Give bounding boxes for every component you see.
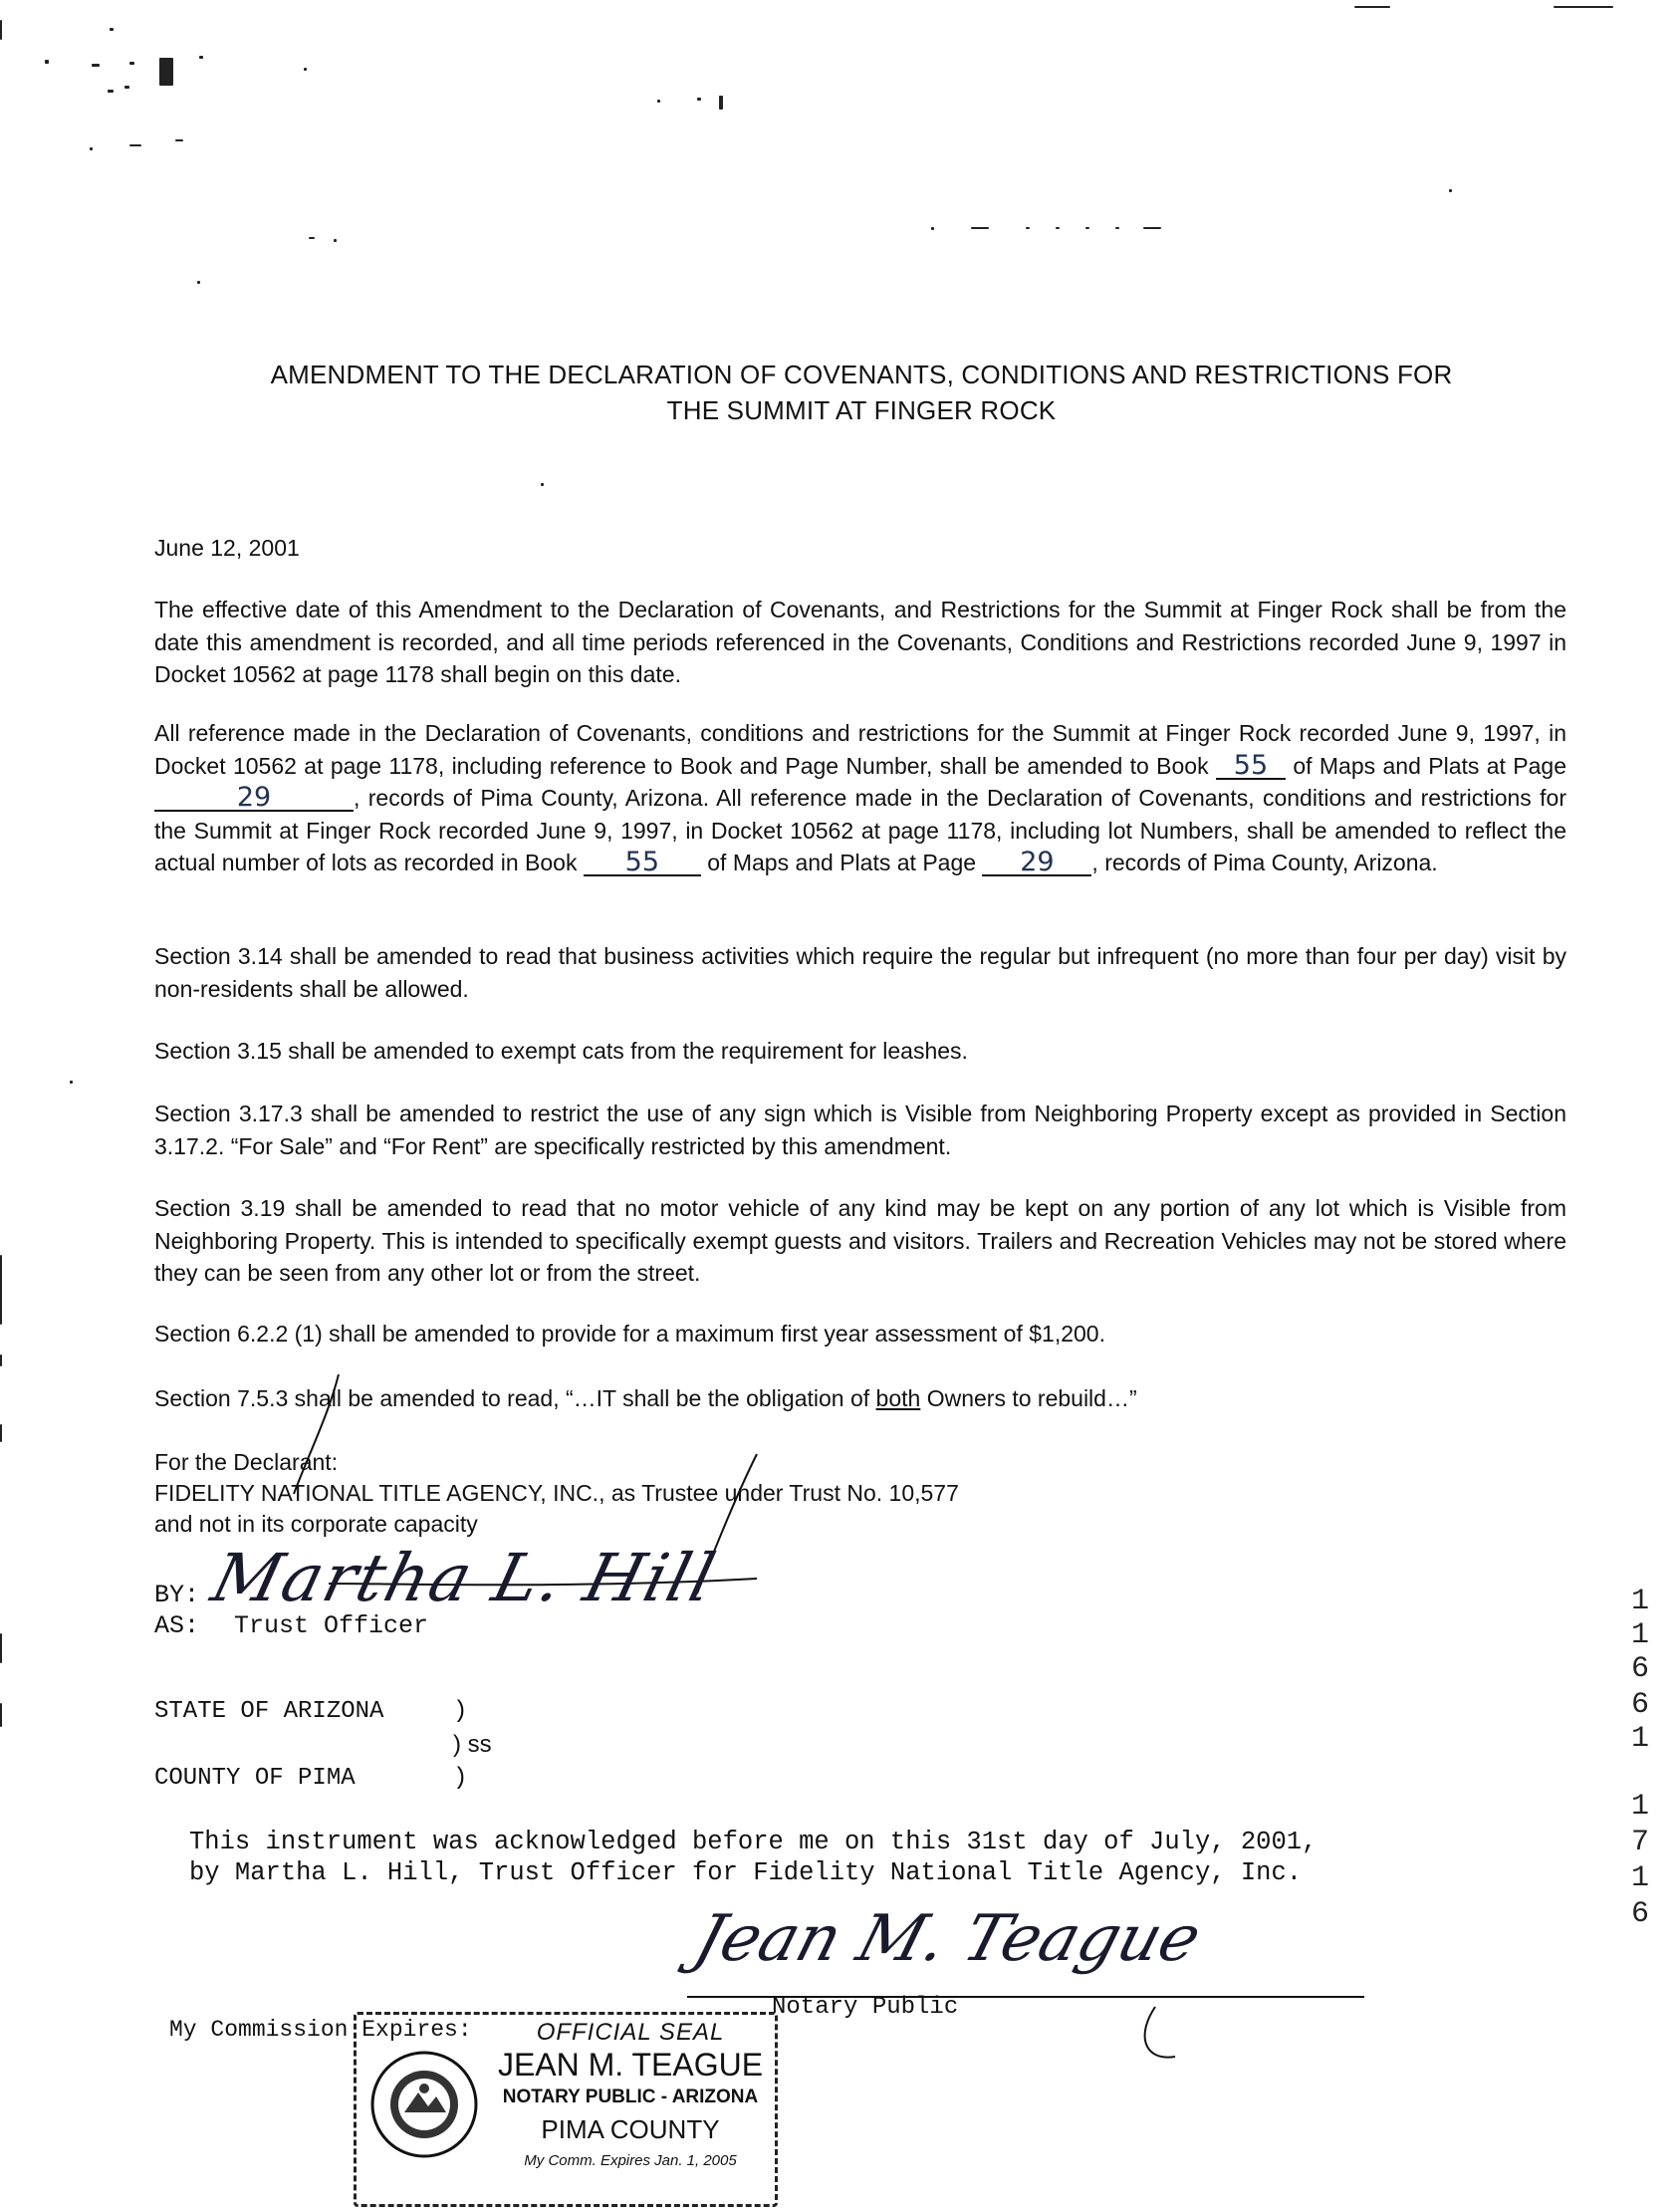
reference-text-2: of Maps and Plats at Page	[1293, 752, 1567, 779]
venue-ss: ) ss	[453, 1731, 492, 1758]
reference-text-5: , records of Pima County, Arizona.	[1091, 850, 1438, 875]
section-3-14: Section 3.14 shall be amended to read that business activities which require the regular but infrequent (no more than four per day) visit by non-residents shall be allowed.	[154, 943, 1566, 1002]
margin-digit: 1	[1630, 1790, 1649, 1824]
section-6-2-2: Section 6.2.2 (1) shall be amended to provide for a maximum first year assessment of $1,200.	[154, 1321, 1105, 1347]
margin-digit: 1	[1630, 1618, 1649, 1652]
acknowledgment-line-2: by Martha L. Hill, Trust Officer for Fidelity National Title Agency, Inc.	[189, 1858, 1303, 1887]
as-value: Trust Officer	[234, 1611, 429, 1640]
notary-signature: Jean M. Teague	[686, 1902, 1209, 1976]
title-line-1: AMENDMENT TO THE DECLARATION OF COVENANTS, CONDITIONS AND RESTRICTIONS FOR	[270, 360, 1453, 389]
declarant-label: For the Declarant:	[154, 1449, 339, 1475]
section-3-17-3: Section 3.17.3 shall be amended to restrict the use of any sign which is Visible from Neighboring Property except as provided in Section 3.17.2. “For Sale” and “For Rent” are specifically restricted by this amendment.	[154, 1101, 1566, 1159]
page-number-fill-1: 29	[154, 786, 354, 812]
notary-title: Notary Public	[772, 1994, 959, 2021]
seal-county: PIMA COUNTY	[541, 2114, 720, 2144]
by-label: BY:	[154, 1581, 200, 1609]
seal-header: OFFICIAL SEAL	[536, 2019, 725, 2046]
page-number-fill-2: 29	[982, 851, 1091, 876]
reference-paragraph	[154, 717, 1566, 879]
venue-paren-1: )	[453, 1698, 468, 1725]
margin-digit: 1	[1630, 1585, 1649, 1618]
declarant-company: FIDELITY NATIONAL TITLE AGENCY, INC., as Trustee under Trust No. 10,577	[154, 1480, 959, 1506]
margin-digit: 6	[1630, 1652, 1649, 1686]
acknowledgment-line-1: This instrument was acknowledged before me on this 31st day of July, 2001,	[189, 1828, 1318, 1856]
venue-state: STATE OF ARIZONA	[154, 1698, 384, 1725]
book-number-fill-2: 55	[584, 851, 701, 876]
notary-signature-line	[687, 1977, 1384, 2067]
reference-text-4: of Maps and Plats at Page	[707, 850, 977, 875]
document-date: June 12, 2001	[154, 535, 300, 561]
declarant-capacity: and not in its corporate capacity	[154, 1511, 478, 1537]
commission-expires-label: My Commission Expires:	[169, 2017, 472, 2043]
seal-expires: My Comm. Expires Jan. 1, 2005	[524, 2152, 737, 2169]
margin-digit: 6	[1630, 1688, 1649, 1722]
declarant-signature: Martha L. Hill	[204, 1540, 725, 1616]
notary-seal	[354, 2012, 778, 2207]
margin-digit: 1	[1630, 1722, 1649, 1756]
effective-date-paragraph: The effective date of this Amendment to the Declaration of Covenants, and Restrictions for the Summit at Finger Rock shall be from the date this amendment is recorded, and all time periods referenced in the Covenants, Conditions and Restrictions recorded June 9, 1997 in Docket 10562 at page 1178 shall begin on this date.	[154, 597, 1566, 687]
venue-paren-3: )	[453, 1765, 468, 1792]
as-line	[154, 1611, 428, 1640]
document-title	[149, 357, 1573, 428]
as-label: AS:	[154, 1611, 200, 1640]
section-7-5-3-text-2: Owners to rebuild…”	[920, 1385, 1137, 1411]
section-7-5-3-text-1: Section 7.5.3 shall be amended to read, “…IT shall be the obligation of	[154, 1385, 876, 1411]
title-line-2: THE SUMMIT AT FINGER ROCK	[666, 395, 1057, 425]
reference-text-1: All reference made in the Declaration of Covenants, conditions and restrictions for the Summit at Finger Rock recorded June 9, 1997, in Docket 10562 at page 1178, including reference to Book and Page Number, shall be amended to Book	[154, 720, 1566, 779]
margin-digit: 6	[1630, 1897, 1649, 1931]
section-7-5-3-emphasis: both	[875, 1385, 921, 1411]
margin-digit: 1	[1630, 1861, 1649, 1895]
margin-digit: 7	[1630, 1826, 1649, 1859]
section-3-15: Section 3.15 shall be amended to exempt cats from the requirement for leashes.	[154, 1038, 968, 1064]
state-seal-emblem	[368, 2049, 480, 2160]
book-number-fill-1: 55	[1216, 754, 1286, 780]
seal-title: NOTARY PUBLIC - ARIZONA	[502, 2086, 759, 2107]
seal-name: JEAN M. TEAGUE	[497, 2047, 764, 2083]
section-3-19: Section 3.19 shall be amended to read that no motor vehicle of any kind may be kept on any portion of any lot which is Visible from Neighboring Property. This is intended to specifically exempt guests and visitors. Trailers and Recreation Vehicles may not be stored where they can be seen from any other lot or from the street.	[154, 1195, 1566, 1286]
reference-text-3: , records of Pima County, Arizona. All reference made in the Declaration of Covenants, conditions and restrictions for the Summit at Finger Rock recorded June 9, 1997, in Docket 10562 at page 1178, including lot Numbers, shall be amended to reflect the actual number of lots as recorded in Book	[154, 785, 1566, 875]
venue-county: COUNTY OF PIMA	[154, 1765, 356, 1792]
